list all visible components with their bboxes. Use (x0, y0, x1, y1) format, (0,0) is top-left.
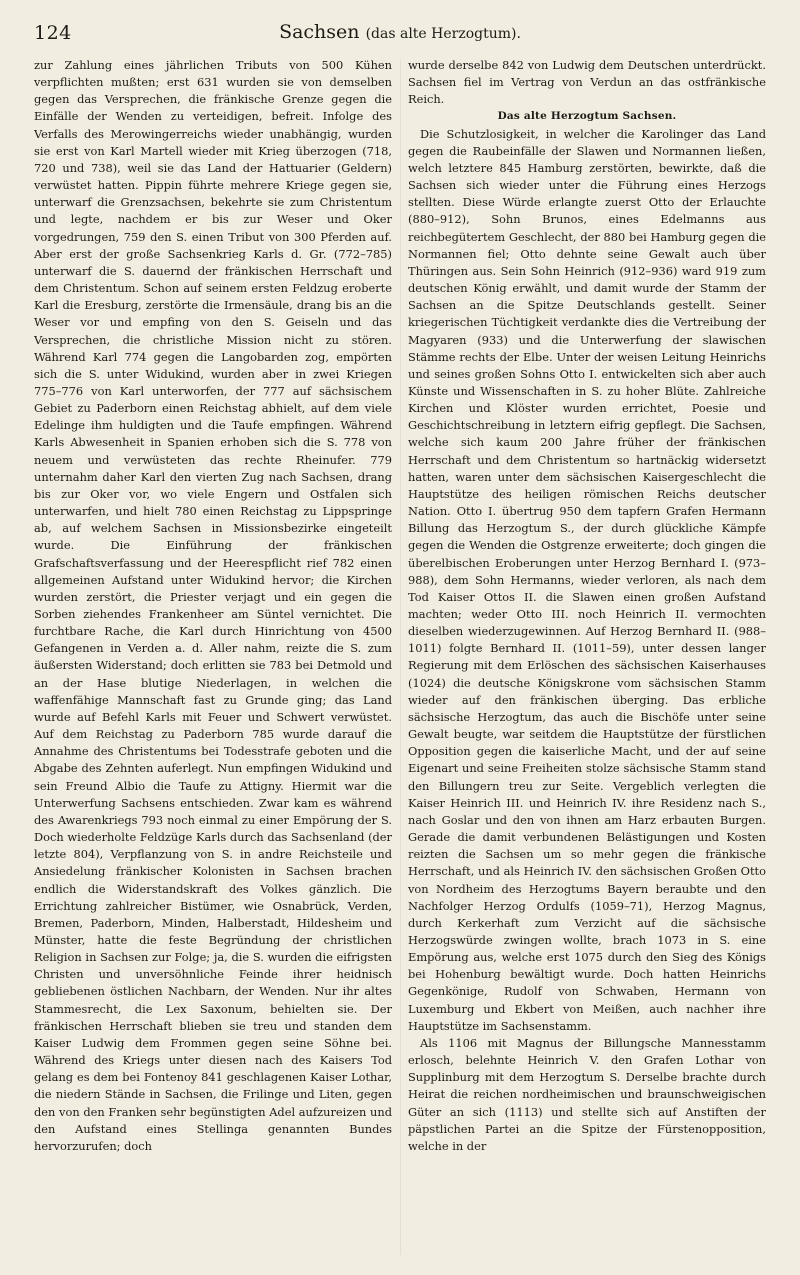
page-header (34, 14, 766, 48)
running-head-subtitle: (das alte Herzogtum). (365, 26, 521, 42)
paragraph: Die Schutzlosigkeit, in welcher die Karolinger das Land gegen die Raubeinfälle der Slawen und Normannen ließen, welch letztere 845 Hamburg zerstörten, bewirkte, daß die Sachsen sich wieder unter die Führung eines Herzogs stellten. Diese Würde erlangte zuerst Otto der Erlauchte (880–912), Sohn Brunos, eines Edelmanns aus reichbegütertem Geschlecht, der 880 bei Hamburg gegen die Normannen fiel; Otto dehnte seine Gewalt auch über Thüringen aus. Sein Sohn Heinrich (912–936) ward 919 zum deutschen König erwählt, und damit wurde der Stamm der Sachsen an die Spitze Deutschlands gestellt. Seiner kriegerischen Tüchtigkeit verdankte dies die Vertreibung der Magyaren (933) und die Unterwerfung der slawischen Stämme rechts der Elbe. Unter der weisen Leitung Heinrichs und seines großen Sohns Otto I. entwickelten sich aber auch Künste und Wissenschaften in S. zu hoher Blüte. Zahlreiche Kirchen und Klöster wurden errichtet, Poesie und Geschichtschreibung in letztern eifrig gepflegt. Die Sachsen, welche sich kaum 200 Jahre früher der fränkischen Herrschaft und dem Christentum so hartnäckig widersetzt hatten, waren unter dem sächsischen Kaisergeschlecht die Hauptstütze des heiligen römischen Reichs deutscher Nation. Otto I. übertrug 950 dem tapfern Grafen Hermann Billung das Herzogtum S., der durch glückliche Kämpfe gegen die Wenden die Ostgrenze erweiterte; doch gingen die überelbischen Eroberungen unter Herzog Bernhard I. (973–988), dem Sohn Hermanns, wieder verloren, als nach dem Tod Kaiser Ottos II. die Slawen einen großen Aufstand machten; weder Otto III. noch Heinrich II. vermochten dieselben wiederzugewinnen. Auf Herzog Bernhard II. (988–1011) folgte Bernhard II. (1011–59), unter dessen langer Regierung mit dem Erlöschen des sächsischen Kaiserhauses (1024) die deutsche Königskrone vom sächsischen Stamm wieder auf den fränkischen überging. Das erbliche sächsische Herzogtum, das auch die Bischöfe unter seine Gewalt beugte, war seitdem die Hauptstütze der fürstlichen Opposition gegen die kaiserliche Macht, und der auf seine Eigenart und seine Freiheiten stolze sächsische Stamm stand den Billungern treu zur Seite. Vergeblich verlegten die Kaiser Heinrich III. und Heinrich IV. ihre Residenz nach S., nach Goslar und den von ihnen am Harz erbauten Burgen. Gerade die damit verbundenen Belästigungen und Kosten reizten die Sachsen um so mehr gegen die fränkische Herrschaft, und als Heinrich IV. den sächsischen Großen Otto von Nordheim des Herzogtums Bayern beraubte und den Nachfolger Herzog Ordulfs (1059–71), Herzog Magnus, durch Kerkerhaft zum Verzicht auf die sächsische Herzogswürde zwingen wollte, brach 1073 in S. eine Empörung aus, welche erst 1075 durch den Sieg des Königs bei Hohenburg bewältigt wurde. Doch hatten Heinrichs Gegenkönige, Rudolf von Schwaben, Hermann von Luxemburg und Ekbert von Meißen, auch nachher ihre Hauptstütze im Sachsenstamm. (408, 126, 766, 1033)
paragraph: zur Zahlung eines jährlichen Tributs von 500 Kühen verpflichten mußten; erst 631 wurden sie von demselben gegen das Versprechen, die fränkische Grenze gegen die Einfälle der Wenden zu verteidigen, befreit. Infolge des Verfalls des Merowingerreichs wieder unabhängig, wurden sie erst von Karl Martell wieder mit Krieg überzogen (718, 720 und 738), weil sie das Land der Hattuarier (Geldern) verwüstet hatten. Pippin führte mehrere Kriege gegen sie, unterwarf die Grenzsachsen, bekehrte sie zum Christentum und legte, nachdem er bis zur Weser und Oker vorgedrungen, 759 den S. einen Tribut von 300 Pferden auf. Aber erst der große Sachsenkrieg Karls d. Gr. (772–785) unterwarf die S. dauernd der fränkischen Herrschaft und dem Christentum. Schon auf seinem ersten Feldzug eroberte Karl die Eresburg, zerstörte die Irmensäule, drang bis an die Weser vor und empfing von den S. Geiseln und das Versprechen, die christliche Mission nicht zu stören. Während Karl 774 gegen die Langobarden zog, empörten sich die S. unter Widukind, wurden aber in zwei Kriegen 775–776 von Karl unterworfen, der 777 auf sächsischem Gebiet zu Paderborn einen Reichstag abhielt, auf dem viele Edelinge ihm huldigten und die Taufe empfingen. Während Karls Abwesenheit in Spanien erhoben sich die S. 778 von neuem und verwüsteten das rechte Rheinufer. 779 unternahm daher Karl den vierten Zug nach Sachsen, drang bis zur Oker vor, wo viele Engern und Ostfalen sich unterwarfen, und hielt 780 einen Reichstag zu Lippspringe ab, auf welchem Sachsen in Missionsbezirke eingeteilt wurde. Die Einführung der fränkischen Grafschaftsverfassung und der Heerespflicht rief 782 einen allgemeinen Aufstand unter Widukind hervor; die Kirchen wurden zerstört, die Priester verjagt und ein gegen die Sorben ziehendes Frankenheer am Süntel vernichtet. Die furchtbare Rache, die Karl durch Hinrichtung von 4500 Gefangenen in Verden a. d. Aller nahm, reizte die S. zum äußersten Widerstand; doch erlitten sie 783 bei Detmold und an der Hase blutige Niederlagen, in welchen die waffenfähige Mannschaft fast zu Grunde ging; das Land wurde auf Befehl Karls mit Feuer und Schwert verwüstet. Auf dem Reichstag zu Paderborn 785 wurde darauf die Annahme des Christentums bei Todesstrafe geboten und die Abgabe des Zehnten auferlegt. Nun empfingen Widukind und sein Freund Albio die Taufe zu Attigny. Hiermit war die Unterwerfung Sachsens entschieden. Zwar kam es während des Awarenkriegs 793 noch einmal zu einer Empörung der S. Doch wiederholte Feldzüge Karls durch das Sachsenland (der letzte 804), Verpflanzung von S. in andre Reichsteile und Ansiedelung fränkischer Kolonisten in Sachsen brachen endlich die Widerstandskraft des Volkes gänzlich. Die Errichtung zahlreicher Bistümer, wie Osnabrück, Verden, Bremen, Paderborn, Minden, Halberstadt, Hildesheim und Münster, hatte die feste Begründung der christlichen Religion in Sachsen zur Folge; ja, die S. wurden die eifrigsten Christen und unversöhnliche Feinde ihrer heidnisch gebliebenen östlichen Nachbarn, der Wenden. Nur ihr altes Stammesrecht, die Lex Saxonum, behielten sie. Der fränkischen Herrschaft blieben sie treu und standen dem Kaiser Ludwig dem Frommen gegen seine Söhne bei. Während des Kriegs unter diesen nach des Kaisers Tod gelang es dem bei Fontenoy 841 geschlagenen Kaiser Lothar, die niedern Stände in Sachsen, die Frilinge und Liten, gegen den von den Franken sehr begünstigten Adel aufzureizen und den Aufstand eines Stellinga genannten Bundes hervorzurufen; doch (34, 58, 392, 1153)
text-columns (34, 57, 766, 1262)
section-heading: Das alte Herzogtum Sachsen. (497, 110, 677, 123)
running-head-title: Sachsen (279, 21, 360, 43)
left-column (34, 57, 392, 1262)
paragraph: wurde derselbe 842 von Ludwig dem Deutschen unterdrückt. Sachsen fiel im Vertrag von Verdun an das ostfränkische Reich. (408, 58, 766, 107)
running-head (34, 21, 766, 43)
page-number: 124 (34, 22, 72, 44)
right-column (408, 57, 766, 1262)
paragraph: Als 1106 mit Magnus der Billungsche Mannesstamm erlosch, belehnte Heinrich V. den Grafen Lothar von Supplinburg mit dem Herzogtum S. Derselbe brachte durch Heirat die reichen nordheimischen und braunschweigischen Güter an sich (1113) und stellte sich auf Anstiften der päpstlichen Partei an die Spitze der Fürstenopposition, welche in der (408, 1035, 766, 1153)
